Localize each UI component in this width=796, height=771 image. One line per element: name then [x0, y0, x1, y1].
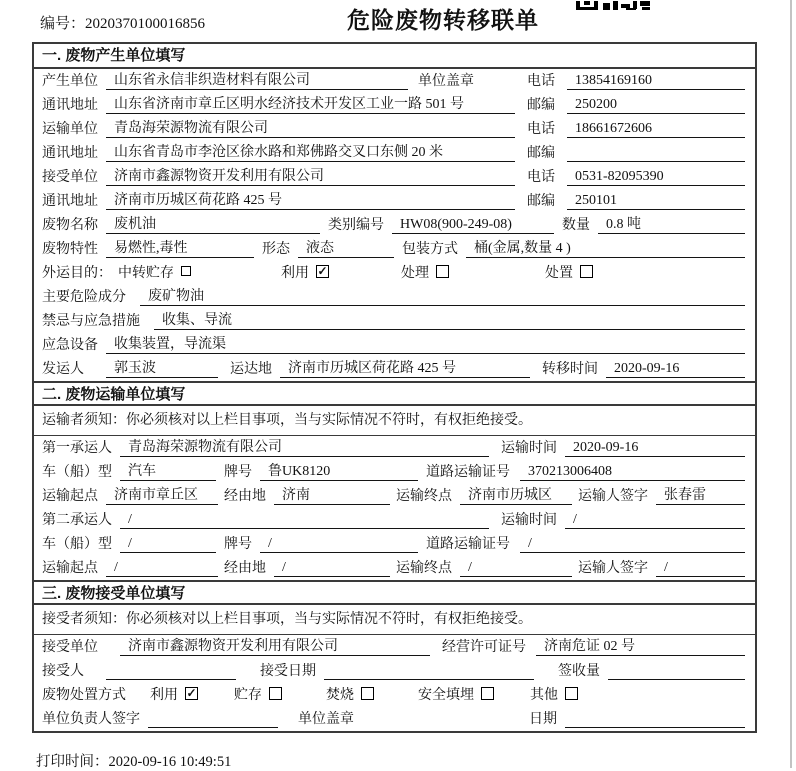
- row-disposal-method: [34, 683, 755, 707]
- addr2-value-field: 山东省青岛市李沧区徐水路和郑佛路交叉口东侧 20 米: [106, 144, 515, 162]
- disposal-label: 废物处置方式: [42, 688, 126, 703]
- time2-value-field: /: [565, 511, 745, 529]
- qr-code-fragment: [576, 0, 650, 10]
- unit-seal-label: 单位盖章: [418, 74, 474, 89]
- section2-header: 二. 废物运输单位填写: [34, 381, 755, 406]
- vehicle1-label: 车（船）型: [42, 465, 112, 480]
- waste-name-label: 废物名称: [42, 218, 98, 233]
- row-acceptor: [34, 659, 755, 683]
- taboo-label: 禁忌与应急措施: [42, 314, 140, 329]
- zip1-label: 邮编: [527, 98, 555, 113]
- checkbox-use: [316, 265, 329, 278]
- transfer-date-label: 转移时间: [542, 362, 598, 377]
- document-header: [0, 0, 796, 42]
- time1-value-field: 2020-09-16: [565, 439, 745, 457]
- accept-date-value-field: [324, 662, 534, 680]
- row-route1: [34, 484, 755, 508]
- zip3-label: 邮编: [527, 194, 555, 209]
- hazard-label: 主要危险成分: [42, 290, 126, 305]
- transfer-date-value-field: 2020-09-16: [606, 360, 745, 378]
- disposal-option-store: [234, 684, 282, 704]
- row-transporter-address: [34, 141, 755, 165]
- addr1-value-field: 山东省济南市章丘区明水经济技术开发区工业一路 501 号: [106, 96, 515, 114]
- quantity-label: 数量: [562, 218, 590, 233]
- section3-header: 三. 废物接受单位填写: [34, 580, 755, 605]
- section1-header: 一. 废物产生单位填写: [34, 44, 755, 69]
- row-route2: [34, 556, 755, 580]
- category-label: 类别编号: [328, 218, 384, 233]
- purpose-option-dispose-label: 处置: [545, 266, 573, 281]
- accept-unit-value-field: 济南市鑫源物资开发利用有限公司: [120, 638, 430, 656]
- plate1-value-field: 鲁UK8120: [260, 463, 418, 481]
- disposal-option-burn: [326, 684, 374, 704]
- origin2-label: 运输起点: [42, 561, 98, 576]
- row-carrier1: [34, 436, 755, 460]
- acceptor-label: 接受人: [42, 664, 84, 679]
- transporter-value-field: 青岛海荣源物流有限公司: [106, 120, 515, 138]
- row-emergency-equipment: [34, 333, 755, 357]
- via1-value-field: 济南: [274, 487, 390, 505]
- shipper-label: 发运人: [42, 362, 84, 377]
- carrier1-value-field: 青岛海荣源物流有限公司: [120, 439, 489, 457]
- purpose-option-dispose: [545, 262, 593, 282]
- checkbox-disposal-burn: [361, 687, 374, 700]
- checkbox-disposal-use: [185, 687, 198, 700]
- dest-label: 运达地: [230, 362, 272, 377]
- row-carrier2: [34, 508, 755, 532]
- purpose-option-treat-label: 处理: [401, 266, 429, 281]
- sign2-label: 运输人签字: [578, 561, 648, 576]
- plate2-label: 牌号: [224, 537, 252, 552]
- row-vehicle2: [34, 532, 755, 556]
- disposal-option-store-label: 贮存: [234, 688, 262, 703]
- dest-value-field: 济南市历城区荷花路 425 号: [280, 360, 530, 378]
- addr1-label: 通讯地址: [42, 98, 98, 113]
- traits-label: 废物特性: [42, 242, 98, 257]
- producer-value-field: 山东省永信非织造材料有限公司: [106, 72, 408, 90]
- plate1-label: 牌号: [224, 465, 252, 480]
- end2-label: 运输终点: [396, 561, 452, 576]
- row-vehicle1: [34, 460, 755, 484]
- via1-label: 经由地: [224, 489, 266, 504]
- row-producer-address: [34, 93, 755, 117]
- via2-value-field: /: [274, 559, 390, 577]
- checkbox-disposal-store: [269, 687, 282, 700]
- carrier1-label: 第一承运人: [42, 441, 112, 456]
- phone2-label: 电话: [527, 122, 555, 137]
- purpose-option-treat: [401, 262, 449, 282]
- checkbox-dispose: [580, 265, 593, 278]
- date-label: 日期: [529, 712, 557, 727]
- sign-qty-value-field: [608, 662, 745, 680]
- addr3-value-field: 济南市历城区荷花路 425 号: [106, 192, 515, 210]
- time1-label: 运输时间: [501, 441, 557, 456]
- equip-value-field: 收集装置，导流渠: [106, 336, 745, 354]
- taboo-value-field: 收集、导流: [154, 312, 745, 330]
- disposal-option-landfill-label: 安全填埋: [418, 688, 474, 703]
- purpose-label: 外运目的：: [42, 266, 112, 281]
- checkbox-disposal-other: [565, 687, 578, 700]
- category-value-field: HW08(900-249-08): [392, 216, 554, 234]
- receiver-label: 接受单位: [42, 170, 98, 185]
- origin2-value-field: /: [106, 559, 218, 577]
- waste-name-value-field: 废机油: [106, 216, 320, 234]
- acceptor-value-field: [106, 662, 236, 680]
- phone3-label: 电话: [527, 170, 555, 185]
- row-shipper: [34, 357, 755, 381]
- vehicle2-value-field: /: [120, 535, 216, 553]
- section3-notice: 接受者须知：你必须核对以上栏目事项，当与实际情况不符时，有权拒绝接受。: [34, 605, 755, 635]
- head-sign-label: 单位负责人签字: [42, 712, 140, 727]
- serial-number: [40, 12, 205, 33]
- license-label: 经营许可证号: [442, 640, 526, 655]
- packing-label: 包装方式: [402, 242, 458, 257]
- form-label: 形态: [262, 242, 290, 257]
- phone1-label: 电话: [527, 74, 555, 89]
- phone3-value-field: 0531-82095390: [567, 168, 745, 186]
- serial-value: 2020370100016856: [85, 16, 206, 32]
- phone1-value-field: 13854169160: [567, 72, 745, 90]
- end2-value-field: /: [460, 559, 572, 577]
- carrier2-label: 第二承运人: [42, 513, 112, 528]
- checkbox-disposal-landfill: [481, 687, 494, 700]
- producer-label: 产生单位: [42, 74, 98, 89]
- sign1-value-field: 张春雷: [656, 487, 745, 505]
- date-value-field: [565, 710, 745, 728]
- row-hazard-component: [34, 285, 755, 309]
- purpose-option-transit-label: 中转贮存: [118, 266, 174, 281]
- permit1-label: 道路运输证号: [426, 465, 510, 480]
- zip1-value-field: 250200: [567, 96, 745, 114]
- row-receiver-address: [34, 189, 755, 213]
- sign-qty-label: 签收量: [558, 664, 600, 679]
- purpose-option-use-label: 利用: [281, 266, 309, 281]
- disposal-option-other: [530, 684, 578, 704]
- accept-unit-label: 接受单位: [42, 640, 98, 655]
- serial-label: 编号：: [40, 16, 86, 32]
- purpose-option-use: [281, 262, 329, 282]
- vehicle2-label: 车（船）型: [42, 537, 112, 552]
- time2-label: 运输时间: [501, 513, 557, 528]
- permit2-label: 道路运输证号: [426, 537, 510, 552]
- head-sign-value-field: [148, 710, 278, 728]
- print-time-label: 打印时间：: [36, 754, 109, 770]
- row-head-signature: [34, 707, 755, 731]
- origin1-value-field: 济南市章丘区: [106, 487, 218, 505]
- license-value-field: 济南危证 02 号: [536, 638, 745, 656]
- unit-seal3-label: 单位盖章: [298, 712, 354, 727]
- end1-value-field: 济南市历城区: [460, 487, 572, 505]
- row-waste-name: [34, 213, 755, 237]
- zip3-value-field: 250101: [567, 192, 745, 210]
- shipper-value-field: 郭玉波: [106, 360, 218, 378]
- permit1-value-field: 370213006408: [520, 463, 745, 481]
- phone2-value-field: 18661672606: [567, 120, 745, 138]
- row-transporter: [34, 117, 755, 141]
- sign2-value-field: /: [656, 559, 745, 577]
- transporter-label: 运输单位: [42, 122, 98, 137]
- row-transfer-purpose: [34, 261, 755, 285]
- page-title: 危险废物转移联单: [347, 7, 539, 33]
- zip2-label: 邮编: [527, 146, 555, 161]
- checkbox-treat: [436, 265, 449, 278]
- disposal-option-burn-label: 焚烧: [326, 688, 354, 703]
- addr3-label: 通讯地址: [42, 194, 98, 209]
- origin1-label: 运输起点: [42, 489, 98, 504]
- equip-label: 应急设备: [42, 338, 98, 353]
- disposal-option-landfill: [418, 684, 494, 704]
- zip2-value-field: [567, 144, 745, 162]
- manifest-form-table: [32, 42, 757, 733]
- row-waste-traits: [34, 237, 755, 261]
- print-time-value: 2020-09-16 10:49:51: [108, 754, 232, 770]
- sign1-label: 运输人签字: [578, 489, 648, 504]
- accept-date-label: 接受日期: [260, 664, 316, 679]
- purpose-option-transit: [118, 262, 191, 282]
- row-producer: [34, 69, 755, 93]
- disposal-option-use-label: 利用: [150, 688, 178, 703]
- quantity-value-field: 0.8 吨: [598, 216, 745, 234]
- addr2-label: 通讯地址: [42, 146, 98, 161]
- via2-label: 经由地: [224, 561, 266, 576]
- section2-notice: 运输者须知：你必须核对以上栏目事项，当与实际情况不符时，有权拒绝接受。: [34, 406, 755, 436]
- disposal-option-use: [150, 684, 198, 704]
- row-taboo-measures: [34, 309, 755, 333]
- permit2-value-field: /: [520, 535, 745, 553]
- row-receiver: [34, 165, 755, 189]
- receiver-value-field: 济南市鑫源物资开发利用有限公司: [106, 168, 515, 186]
- carrier2-value-field: /: [120, 511, 489, 529]
- vehicle1-value-field: 汽车: [120, 463, 216, 481]
- traits-value-field: 易燃性,毒性: [106, 240, 254, 258]
- hazard-value-field: 废矿物油: [140, 288, 745, 306]
- end1-label: 运输终点: [396, 489, 452, 504]
- plate2-value-field: /: [260, 535, 418, 553]
- checkbox-transit: [181, 266, 191, 276]
- packing-value-field: 桶(金属,数量 4 ): [466, 240, 745, 258]
- page-right-edge: [790, 0, 792, 768]
- row-accept-unit: [34, 635, 755, 659]
- form-value-field: 液态: [298, 240, 394, 258]
- disposal-option-other-label: 其他: [530, 688, 558, 703]
